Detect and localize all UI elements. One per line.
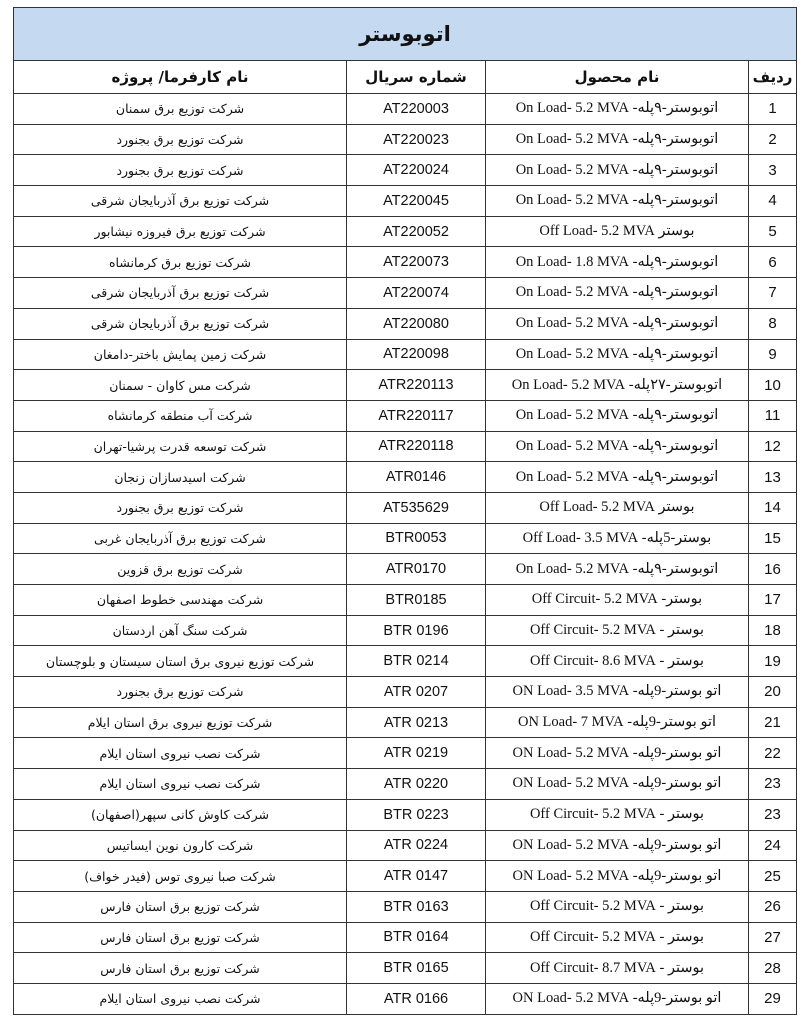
cell-row-number: 6 <box>749 247 797 278</box>
header-client: نام کارفرما/ پروژه <box>14 61 347 94</box>
table-row <box>14 677 797 708</box>
table-row <box>14 400 797 431</box>
cell-serial: ATR 0147 <box>347 861 486 892</box>
cell-serial: AT220052 <box>347 216 486 247</box>
cell-client: شرکت اسیدسازان زنجان <box>14 462 347 493</box>
cell-row-number: 9 <box>749 339 797 370</box>
table-row <box>14 738 797 769</box>
cell-serial: AT220023 <box>347 124 486 155</box>
cell-product: بوستر Off Load- 5.2 MVA <box>486 492 749 523</box>
cell-row-number: 23 <box>749 799 797 830</box>
cell-product: بوستر-5پله- Off Load- 3.5 MVA <box>486 523 749 554</box>
cell-serial: BTR 0164 <box>347 922 486 953</box>
cell-row-number: 11 <box>749 400 797 431</box>
table-row <box>14 953 797 984</box>
cell-row-number: 23 <box>749 769 797 800</box>
cell-product: بوستر - Off Circuit- 8.7 MVA <box>486 953 749 984</box>
cell-product: اتوبوستر-۹پله- On Load- 5.2 MVA <box>486 155 749 186</box>
cell-serial: ATR220117 <box>347 400 486 431</box>
cell-client: شرکت صبا نیروی توس (فیدر خواف) <box>14 861 347 892</box>
table-row <box>14 462 797 493</box>
cell-row-number: 18 <box>749 615 797 646</box>
table-row <box>14 615 797 646</box>
header-row-number: ردیف <box>749 61 797 94</box>
cell-product: بوستر - Off Circuit- 5.2 MVA <box>486 891 749 922</box>
cell-serial: BTR0053 <box>347 523 486 554</box>
cell-client: شرکت مس کاوان - سمنان <box>14 370 347 401</box>
cell-product: اتوبوستر-۹پله- On Load- 5.2 MVA <box>486 94 749 125</box>
cell-client: شرکت توزیع برق آذربایجان غربی <box>14 523 347 554</box>
cell-product: اتوبوستر-۹پله- On Load- 1.8 MVA <box>486 247 749 278</box>
cell-product: اتوبوستر-۹پله- On Load- 5.2 MVA <box>486 431 749 462</box>
table-row <box>14 308 797 339</box>
cell-product: اتوبوستر-۹پله- On Load- 5.2 MVA <box>486 462 749 493</box>
table-row <box>14 799 797 830</box>
cell-serial: AT220003 <box>347 94 486 125</box>
cell-product: اتوبوستر-۲۷پله- On Load- 5.2 MVA <box>486 370 749 401</box>
cell-client: شرکت توزیع برق فیروزه نیشابور <box>14 216 347 247</box>
cell-serial: BTR 0163 <box>347 891 486 922</box>
cell-serial: ATR 0220 <box>347 769 486 800</box>
cell-serial: AT220024 <box>347 155 486 186</box>
cell-row-number: 13 <box>749 462 797 493</box>
cell-row-number: 22 <box>749 738 797 769</box>
cell-client: شرکت توزیع برق کرمانشاه <box>14 247 347 278</box>
table-row <box>14 370 797 401</box>
table-row <box>14 922 797 953</box>
product-list-sheet <box>13 7 796 1015</box>
cell-serial: AT535629 <box>347 492 486 523</box>
table-row <box>14 339 797 370</box>
table-row <box>14 554 797 585</box>
table-row <box>14 431 797 462</box>
cell-serial: ATR220118 <box>347 431 486 462</box>
cell-row-number: 10 <box>749 370 797 401</box>
cell-row-number: 16 <box>749 554 797 585</box>
cell-client: شرکت توسعه قدرت پرشیا-تهران <box>14 431 347 462</box>
cell-row-number: 8 <box>749 308 797 339</box>
cell-serial: ATR 0166 <box>347 983 486 1014</box>
title-row <box>14 8 797 61</box>
cell-client: شرکت توزیع برق بجنورد <box>14 492 347 523</box>
cell-client: شرکت نصب نیروی استان ایلام <box>14 738 347 769</box>
cell-client: شرکت زمین پمایش باختر-دامغان <box>14 339 347 370</box>
cell-client: شرکت کاوش کانی سپهر(اصفهان) <box>14 799 347 830</box>
cell-row-number: 2 <box>749 124 797 155</box>
cell-serial: AT220074 <box>347 278 486 309</box>
cell-product: اتو بوستر-9پله- ON Load- 5.2 MVA <box>486 738 749 769</box>
cell-row-number: 7 <box>749 278 797 309</box>
cell-product: بوستر- Off Circuit- 5.2 MVA <box>486 585 749 616</box>
cell-row-number: 24 <box>749 830 797 861</box>
table-row <box>14 492 797 523</box>
cell-serial: AT220080 <box>347 308 486 339</box>
cell-client: شرکت کارون نوین ایساتیس <box>14 830 347 861</box>
cell-client: شرکت توزیع برق آذربایجان شرقی <box>14 308 347 339</box>
table-row <box>14 646 797 677</box>
cell-serial: BTR0185 <box>347 585 486 616</box>
cell-row-number: 17 <box>749 585 797 616</box>
table-row <box>14 891 797 922</box>
table-row <box>14 830 797 861</box>
cell-product: اتوبوستر-۹پله- On Load- 5.2 MVA <box>486 308 749 339</box>
table-row <box>14 769 797 800</box>
cell-row-number: 26 <box>749 891 797 922</box>
table-row <box>14 155 797 186</box>
cell-product: بوستر - Off Circuit- 5.2 MVA <box>486 922 749 953</box>
table-row <box>14 523 797 554</box>
cell-product: اتو بوستر-9پله- ON Load- 5.2 MVA <box>486 769 749 800</box>
cell-serial: BTR 0165 <box>347 953 486 984</box>
table-row <box>14 186 797 217</box>
table-body <box>14 94 797 1015</box>
cell-row-number: 21 <box>749 707 797 738</box>
cell-row-number: 15 <box>749 523 797 554</box>
cell-serial: BTR 0196 <box>347 615 486 646</box>
table-row <box>14 278 797 309</box>
cell-client: شرکت توزیع برق قزوین <box>14 554 347 585</box>
table-row <box>14 247 797 278</box>
cell-serial: ATR 0213 <box>347 707 486 738</box>
cell-client: شرکت مهندسی خطوط اصفهان <box>14 585 347 616</box>
cell-product: اتوبوستر-۹پله- On Load- 5.2 MVA <box>486 339 749 370</box>
table-row <box>14 707 797 738</box>
cell-client: شرکت توزیع برق استان فارس <box>14 953 347 984</box>
cell-client: شرکت نصب نیروی استان ایلام <box>14 983 347 1014</box>
cell-product: اتو بوستر-9پله- ON Load- 5.2 MVA <box>486 861 749 892</box>
cell-product: اتوبوستر-۹پله- On Load- 5.2 MVA <box>486 278 749 309</box>
cell-serial: AT220098 <box>347 339 486 370</box>
cell-client: شرکت توزیع برق آذربایجان شرقی <box>14 278 347 309</box>
cell-serial: ATR 0219 <box>347 738 486 769</box>
cell-client: شرکت توزیع برق سمنان <box>14 94 347 125</box>
cell-product: اتو بوستر-9پله- ON Load- 5.2 MVA <box>486 830 749 861</box>
cell-client: شرکت نصب نیروی استان ایلام <box>14 769 347 800</box>
cell-client: شرکت توزیع برق بجنورد <box>14 677 347 708</box>
table-row <box>14 94 797 125</box>
cell-product: اتو بوستر-9پله- ON Load- 3.5 MVA <box>486 677 749 708</box>
product-table <box>13 7 797 1015</box>
cell-row-number: 28 <box>749 953 797 984</box>
cell-product: اتوبوستر-۹پله- On Load- 5.2 MVA <box>486 554 749 585</box>
cell-serial: ATR0170 <box>347 554 486 585</box>
cell-client: شرکت توزیع برق آذربایجان شرقی <box>14 186 347 217</box>
table-row <box>14 861 797 892</box>
cell-client: شرکت توزیع برق استان فارس <box>14 922 347 953</box>
cell-serial: AT220045 <box>347 186 486 217</box>
cell-product: بوستر Off Load- 5.2 MVA <box>486 216 749 247</box>
cell-product: اتوبوستر-۹پله- On Load- 5.2 MVA <box>486 124 749 155</box>
cell-row-number: 19 <box>749 646 797 677</box>
cell-row-number: 5 <box>749 216 797 247</box>
cell-client: شرکت توزیع نیروی برق استان ایلام <box>14 707 347 738</box>
cell-serial: ATR 0224 <box>347 830 486 861</box>
cell-row-number: 14 <box>749 492 797 523</box>
cell-row-number: 20 <box>749 677 797 708</box>
cell-client: شرکت سنگ آهن اردستان <box>14 615 347 646</box>
cell-serial: ATR220113 <box>347 370 486 401</box>
cell-serial: ATR0146 <box>347 462 486 493</box>
header-product: نام محصول <box>486 61 749 94</box>
cell-row-number: 29 <box>749 983 797 1014</box>
cell-product: بوستر - Off Circuit- 8.6 MVA <box>486 646 749 677</box>
cell-product: اتو بوستر-9پله- ON Load- 5.2 MVA <box>486 983 749 1014</box>
table-title: اتوبوستر <box>14 8 797 61</box>
cell-row-number: 27 <box>749 922 797 953</box>
cell-product: اتوبوستر-۹پله- On Load- 5.2 MVA <box>486 400 749 431</box>
table-row <box>14 983 797 1014</box>
cell-client: شرکت توزیع برق بجنورد <box>14 155 347 186</box>
cell-client: شرکت توزیع برق استان فارس <box>14 891 347 922</box>
cell-row-number: 3 <box>749 155 797 186</box>
cell-row-number: 25 <box>749 861 797 892</box>
cell-client: شرکت توزیع نیروی برق استان سیستان و بلوچستان <box>14 646 347 677</box>
cell-row-number: 12 <box>749 431 797 462</box>
cell-row-number: 4 <box>749 186 797 217</box>
cell-product: بوستر - Off Circuit- 5.2 MVA <box>486 799 749 830</box>
cell-product: اتوبوستر-۹پله- On Load- 5.2 MVA <box>486 186 749 217</box>
table-row <box>14 585 797 616</box>
header-row <box>14 61 797 94</box>
cell-client: شرکت توزیع برق بجنورد <box>14 124 347 155</box>
cell-serial: AT220073 <box>347 247 486 278</box>
cell-product: بوستر - Off Circuit- 5.2 MVA <box>486 615 749 646</box>
cell-serial: BTR 0214 <box>347 646 486 677</box>
cell-serial: ATR 0207 <box>347 677 486 708</box>
header-serial: شماره سریال <box>347 61 486 94</box>
cell-product: اتو بوستر-9پله- ON Load- 7 MVA <box>486 707 749 738</box>
cell-row-number: 1 <box>749 94 797 125</box>
table-row <box>14 216 797 247</box>
cell-serial: BTR 0223 <box>347 799 486 830</box>
table-row <box>14 124 797 155</box>
cell-client: شرکت آب منطقه کرمانشاه <box>14 400 347 431</box>
